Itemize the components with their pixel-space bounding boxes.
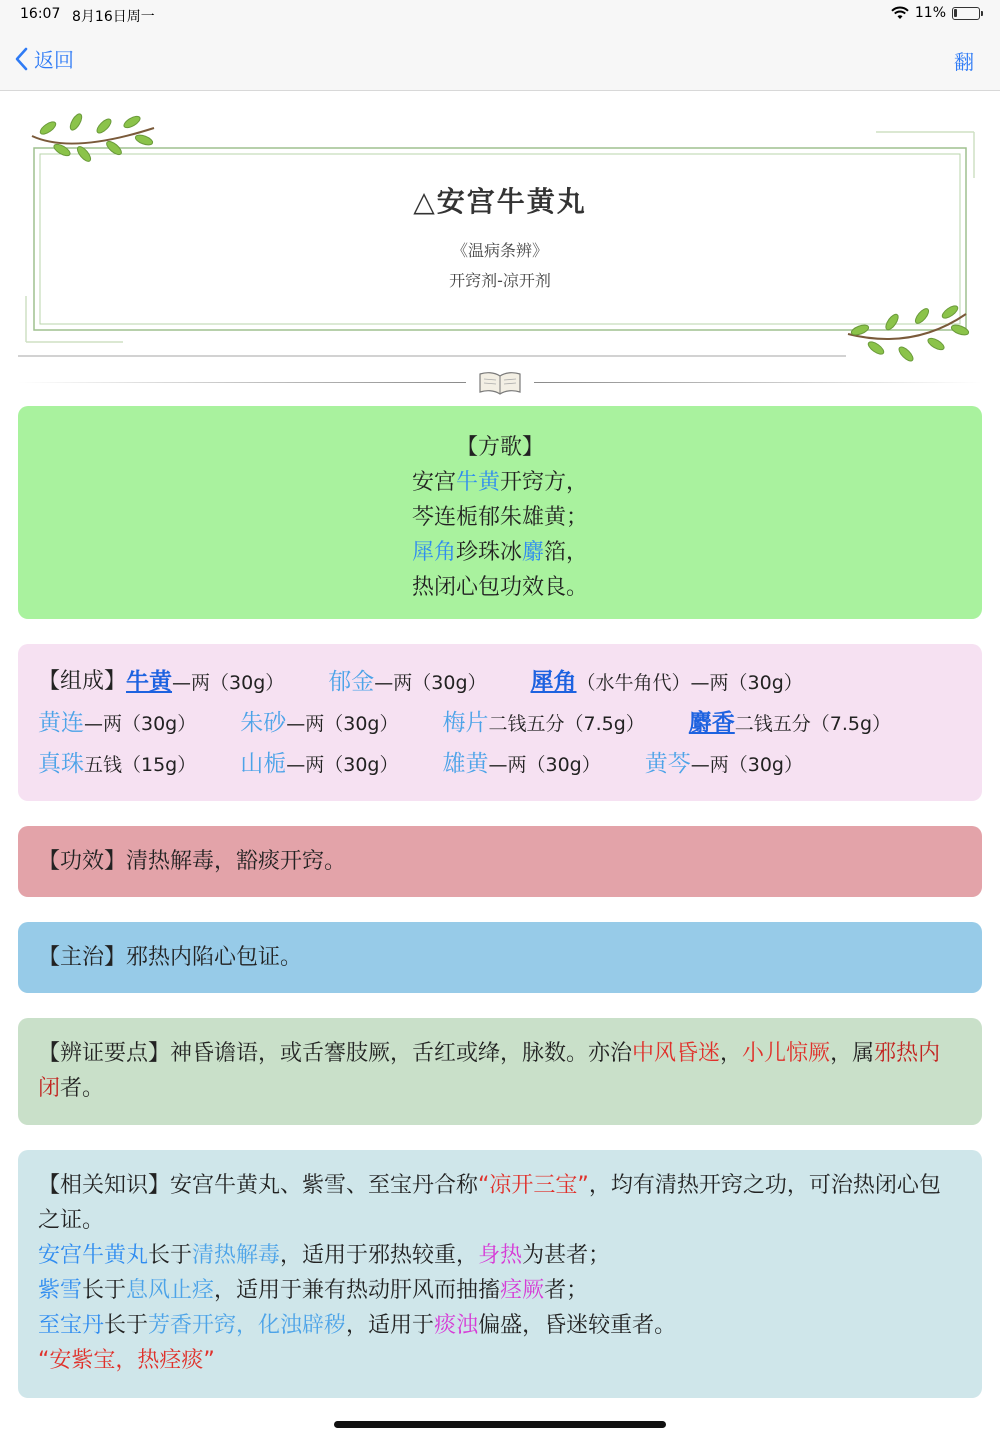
knowledge-highlight: “凉开三宝” [478, 1173, 589, 1198]
efficacy-card [18, 826, 982, 897]
status-date: 8月16日周一 [72, 9, 155, 25]
translate-button[interactable]: 翻 [954, 50, 974, 74]
knowledge-p1 [38, 1168, 962, 1238]
ingredient-name[interactable]: 犀角 [530, 669, 577, 695]
divider-line-right [534, 382, 982, 383]
ingredient-dose: —两（30g） [286, 754, 399, 776]
knowledge-p3 [38, 1273, 962, 1308]
composition-card [18, 644, 982, 801]
ingredient-item [443, 703, 645, 744]
song-text: 开窍方， [500, 470, 589, 495]
song-line-3 [18, 535, 982, 570]
knowledge-highlight: 息风止痉 [126, 1278, 215, 1303]
knowledge-seg: 偏盛，昏迷较重者。 [478, 1313, 677, 1338]
knowledge-mnemonic: “安紫宝，热痉痰” [38, 1348, 215, 1373]
book-icon [478, 370, 522, 396]
home-indicator[interactable] [334, 1421, 666, 1428]
page-title: △安宫牛黄丸 [413, 185, 587, 218]
song-text: 安宫 [411, 470, 456, 495]
song-text: 箔， [544, 540, 589, 565]
divider-line-left [18, 382, 466, 383]
ingredient-name: 郁金 [328, 669, 375, 695]
ingredient-item [443, 744, 601, 785]
ingredient-item [38, 703, 196, 744]
ingredient-dose: 二钱五分（7.5g） [734, 713, 892, 735]
ingredient-item [645, 744, 803, 785]
knowledge-card [18, 1150, 982, 1398]
keypoints-highlight: 小儿惊厥 [742, 1041, 831, 1066]
back-label: 返回 [34, 48, 74, 72]
knowledge-highlight: 痉厥 [500, 1278, 545, 1303]
indication-card [18, 922, 982, 993]
ingredient-dose: （水牛角代）—两（30g） [576, 672, 803, 694]
knowledge-seg: ，适用于邪热较重， [280, 1243, 479, 1268]
leaf-branch-top-left [32, 112, 154, 163]
ingredient-dose: —两（30g） [374, 672, 487, 694]
keypoints-card [18, 1018, 982, 1125]
keypoints-text [38, 1036, 962, 1106]
knowledge-highlight: 痰浊 [434, 1313, 479, 1338]
category-text: 开窍剂-凉开剂 [449, 271, 551, 290]
composition-label: 【组成】 [38, 669, 127, 694]
ingredient-item[interactable] [689, 703, 891, 744]
song-text: 珍珠冰 [455, 540, 522, 565]
knowledge-seg: ，适用于 [346, 1313, 435, 1338]
knowledge-p2 [38, 1238, 962, 1273]
song-highlight: 麝 [522, 540, 545, 565]
knowledge-seg: 长于 [148, 1243, 193, 1268]
song-card [18, 406, 982, 619]
status-time: 16:07 [20, 6, 61, 22]
song-heading: 【方歌】 [455, 435, 544, 460]
ingredient-dose: 二钱五分（7.5g） [488, 713, 645, 735]
knowledge-seg: ，均有清热开窍之功，可治热闭心包之证。 [38, 1173, 941, 1233]
source-text: 《温病条辨》 [451, 241, 548, 260]
battery-percent: 11% [914, 5, 946, 21]
nav-bar [0, 30, 1000, 91]
ingredient-name: 梅片 [442, 710, 489, 736]
ingredient-name[interactable]: 牛黄 [126, 669, 173, 695]
knowledge-seg: 为甚者； [522, 1243, 611, 1268]
ingredient-item [240, 744, 398, 785]
ingredient-dose: —两（30g） [84, 713, 197, 735]
ingredient-dose: —两（30g） [488, 754, 601, 776]
knowledge-seg: ，适用于兼有热动肝风而抽搐 [214, 1278, 501, 1303]
knowledge-highlight: 至宝丹 [38, 1313, 105, 1338]
ingredient-list [38, 662, 962, 785]
back-button[interactable] [14, 44, 74, 73]
ingredient-item[interactable] [126, 662, 284, 703]
ingredient-dose: —两（30g） [172, 672, 285, 694]
battery-icon [952, 7, 980, 20]
ingredient-dose: —两（30g） [690, 754, 803, 776]
section-divider [18, 368, 982, 398]
leaf-branch-bottom-right [848, 304, 970, 364]
keypoints-highlight: 中风昏迷 [632, 1041, 721, 1066]
ingredient-name: 黄芩 [644, 751, 691, 777]
keypoints-seg: 者。 [60, 1076, 105, 1101]
ingredient-name: 朱砂 [240, 710, 287, 736]
efficacy-text: 【功效】清热解毒，豁痰开窍。 [38, 849, 347, 874]
song-line-2: 芩连栀郁朱雄黄； [411, 505, 588, 530]
song-highlight: 犀角 [411, 540, 456, 565]
chevron-left-icon [14, 47, 28, 71]
knowledge-seg: 长于 [82, 1278, 127, 1303]
status-bar [0, 0, 1000, 30]
knowledge-seg: 长于 [104, 1313, 149, 1338]
knowledge-highlight: 清热解毒 [192, 1243, 281, 1268]
knowledge-highlight: 芳香开窍，化浊辟秽 [148, 1313, 347, 1338]
ingredient-name[interactable]: 麝香 [688, 710, 735, 736]
wifi-icon [891, 6, 909, 20]
ingredient-dose: 五钱（15g） [84, 754, 197, 776]
knowledge-highlight: 身热 [478, 1243, 523, 1268]
keypoints-seg: 【辨证要点】神昏谵语，或舌謇肢厥，舌红或绛，脉数。亦治 [38, 1041, 633, 1066]
ingredient-name: 真珠 [38, 751, 84, 777]
song-highlight: 牛黄 [455, 470, 500, 495]
keypoints-seg: ，属 [830, 1041, 875, 1066]
song-line-4: 热闭心包功效良。 [411, 575, 588, 600]
indication-text: 【主治】邪热内陷心包证。 [38, 945, 303, 970]
status-right [891, 5, 980, 21]
knowledge-highlight: 紫雪 [38, 1278, 83, 1303]
ingredient-item [38, 744, 196, 785]
ingredient-name: 雄黄 [442, 751, 489, 777]
knowledge-seg: 【相关知识】安宫牛黄丸、紫雪、至宝丹合称 [38, 1173, 479, 1198]
keypoints-seg: ， [720, 1041, 743, 1066]
knowledge-seg: 者； [544, 1278, 589, 1303]
ingredient-name: 黄连 [38, 710, 84, 736]
ingredient-item [328, 662, 486, 703]
knowledge-p4 [38, 1308, 962, 1343]
ingredient-item[interactable] [531, 662, 803, 703]
ingredient-name: 山栀 [240, 751, 287, 777]
ingredient-dose: —两（30g） [286, 713, 399, 735]
keypoints-highlight: 邪热内闭 [38, 1041, 941, 1101]
knowledge-highlight: 安宫牛黄丸 [38, 1243, 149, 1268]
song-line-1 [18, 465, 982, 500]
ingredient-item [240, 703, 398, 744]
